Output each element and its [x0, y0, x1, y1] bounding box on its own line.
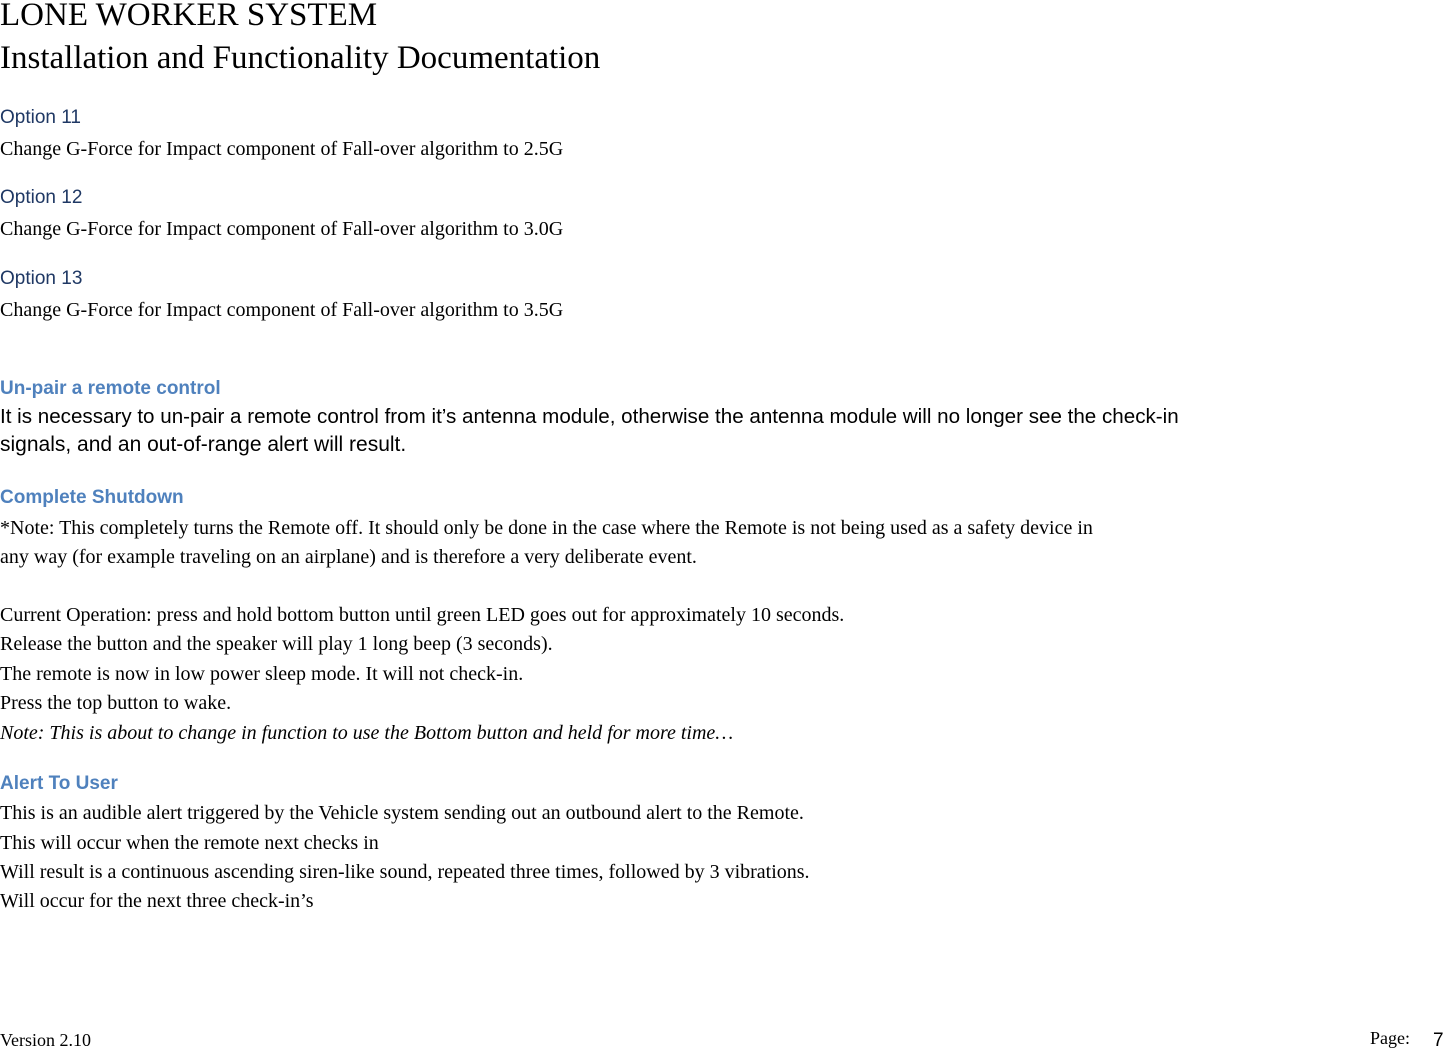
option-12-label: Option 12 — [0, 187, 83, 208]
shutdown-step-3: The remote is now in low power sleep mode. It will not check-in. — [0, 663, 524, 685]
footer-version: Version 2.10 — [0, 1030, 91, 1050]
shutdown-note-line2: any way (for example traveling on an airplane) and is therefore a very deliberate event. — [0, 546, 697, 568]
option-13-label: Option 13 — [0, 268, 83, 289]
unpair-text-line2: signals, and an out-of-range alert will result. — [0, 433, 407, 456]
option-11-text: Change G-Force for Impact component of Fall-over algorithm to 2.5G — [0, 138, 564, 160]
shutdown-heading: Complete Shutdown — [0, 487, 184, 508]
shutdown-step-2: Release the button and the speaker will play 1 long beep (3 seconds). — [0, 633, 553, 655]
shutdown-step-1: Current Operation: press and hold bottom button until green LED goes out for approximately 10 seconds. — [0, 604, 845, 626]
option-11-label: Option 11 — [0, 107, 81, 128]
alert-heading: Alert To User — [0, 773, 118, 794]
alert-line-1: This is an audible alert triggered by the Vehicle system sending out an outbound alert to the Remote. — [0, 802, 804, 824]
alert-line-4: Will occur for the next three check-in’s — [0, 890, 314, 912]
footer-page-label: Page: — [1370, 1028, 1410, 1048]
alert-line-2: This will occur when the remote next checks in — [0, 832, 379, 854]
unpair-text-line1: It is necessary to un-pair a remote control from it’s antenna module, otherwise the antenna module will no longer see the check-in — [0, 405, 1179, 428]
shutdown-italic-note: Note: This is about to change in function to use the Bottom button and held for more time… — [0, 722, 734, 744]
footer-page-number: 7 — [1433, 1030, 1444, 1051]
shutdown-step-4: Press the top button to wake. — [0, 692, 232, 714]
doc-title-line1: LONE WORKER SYSTEM — [0, 0, 378, 33]
option-13-text: Change G-Force for Impact component of Fall-over algorithm to 3.5G — [0, 299, 564, 321]
unpair-heading: Un-pair a remote control — [0, 378, 221, 399]
shutdown-note-line1: *Note: This completely turns the Remote off. It should only be done in the case where the Remote is not being used as a safety device in — [0, 517, 1093, 539]
option-12-text: Change G-Force for Impact component of Fall-over algorithm to 3.0G — [0, 218, 564, 240]
alert-line-3: Will result is a continuous ascending siren-like sound, repeated three times, followed by 3 vibrations. — [0, 861, 810, 883]
doc-title-line2: Installation and Functionality Documentation — [0, 40, 601, 76]
